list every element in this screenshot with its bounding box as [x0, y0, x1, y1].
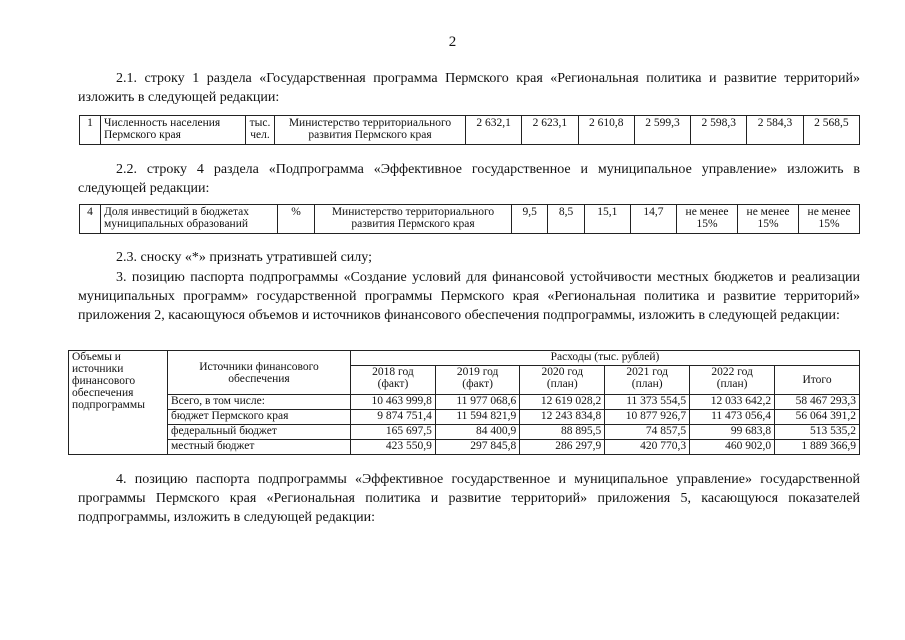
table-cell: 99 683,8 — [690, 425, 775, 440]
value-cell: 8,5 — [548, 205, 584, 234]
value-cell: 2 632,1 — [466, 116, 522, 145]
total-header: Итого — [775, 366, 860, 395]
row-number: 1 — [80, 116, 101, 145]
table-cell: 88 895,5 — [520, 425, 605, 440]
value-cell: 15,1 — [584, 205, 630, 234]
table-cell: 297 845,8 — [435, 440, 519, 455]
table-cell: 56 064 391,2 — [775, 410, 860, 425]
paragraph-2-1: 2.1. строку 1 раздела «Государственная программа Пермского края «Региональная политика и развитие территорий» изложить в следующей редакции: — [78, 71, 860, 105]
indicator-name: Доля инвестиций в бюджетах муниципальных образований — [101, 205, 278, 234]
table-cell: 9 874 751,4 — [351, 410, 436, 425]
financing-row-header: Объемы и источники финансового обеспечения подпрограммы — [69, 351, 168, 455]
table-cell: 11 594 821,9 — [435, 410, 519, 425]
table-cell: 12 243 834,8 — [520, 410, 605, 425]
paragraph-4: 4. позицию паспорта подпрограммы «Эффективное государственное и муниципальное управление» государственной программы Пермского края «Региональная политика и развитие территорий» приложения 5, касающуюся показателей подпрограммы, изложить в следующей редакции: — [78, 472, 860, 525]
year-header: 2021 год (план) — [605, 366, 690, 395]
table-header-row — [69, 351, 860, 366]
table-cell: 10 463 999,8 — [351, 395, 436, 410]
table-cell: 11 977 068,6 — [435, 395, 519, 410]
year-header: 2018 год (факт) — [351, 366, 436, 395]
value-cell: 2 623,1 — [522, 116, 578, 145]
value-cell: не менее 15% — [799, 205, 860, 234]
year-header: 2020 год (план) — [520, 366, 605, 395]
table-cell: 165 697,5 — [351, 425, 436, 440]
table-cell: 11 373 554,5 — [605, 395, 690, 410]
paragraph-2-3: 2.3. сноску «*» признать утратившей силу; — [116, 250, 372, 265]
unit: % — [278, 205, 315, 234]
indicator-name: Численность населения Пермского края — [101, 116, 246, 145]
value-cell: 2 599,3 — [634, 116, 690, 145]
table-row — [69, 395, 860, 410]
value-cell: 2 568,5 — [803, 116, 859, 145]
table-cell: 12 619 028,2 — [520, 395, 605, 410]
sources-header: Источники финансового обеспечения — [168, 351, 351, 395]
table-cell: 420 770,3 — [605, 440, 690, 455]
value-cell: не менее 15% — [677, 205, 738, 234]
unit: тыс. чел. — [246, 116, 275, 145]
table-row — [69, 425, 860, 440]
expenses-header: Расходы (тыс. рублей) — [351, 351, 860, 366]
value-cell: 2 610,8 — [578, 116, 634, 145]
table-cell: 286 297,9 — [520, 440, 605, 455]
paragraph-2-2: 2.2. строку 4 раздела «Подпрограмма «Эффективное государственное и муниципальное управление» изложить в следующей редакции: — [78, 162, 860, 196]
table-cell: 460 902,0 — [690, 440, 775, 455]
value-cell: 9,5 — [512, 205, 548, 234]
row-number: 4 — [80, 205, 101, 234]
table-cell: 423 550,9 — [351, 440, 436, 455]
value-cell: 14,7 — [630, 205, 676, 234]
table-row-4 — [79, 204, 860, 234]
table-cell: 513 535,2 — [775, 425, 860, 440]
source-label: Всего, в том числе: — [168, 395, 351, 410]
value-cell: 2 598,3 — [691, 116, 747, 145]
table-row-1 — [79, 115, 860, 145]
year-header: 2019 год (факт) — [435, 366, 519, 395]
table-row — [69, 440, 860, 455]
source-label: федеральный бюджет — [168, 425, 351, 440]
table-cell: 11 473 056,4 — [690, 410, 775, 425]
financing-table — [68, 350, 860, 455]
table-row — [80, 116, 860, 145]
table-cell: 1 889 366,9 — [775, 440, 860, 455]
table-cell: 58 467 293,3 — [775, 395, 860, 410]
value-cell: 2 584,3 — [747, 116, 803, 145]
paragraph-3: 3. позицию паспорта подпрограммы «Создание условий для финансовой устойчивости местных бюджетов и реализации муниципальных программ» государственной программы Пермского края «Региональная политика и развитие территорий» приложения 2, касающуюся объемов и источников финансового обеспечения подпрограммы, изложить в следующей редакции: — [78, 270, 860, 323]
table-row — [69, 410, 860, 425]
ministry: Министерство территориального развития Пермского края — [315, 205, 512, 234]
table-cell: 10 877 926,7 — [605, 410, 690, 425]
source-label: бюджет Пермского края — [168, 410, 351, 425]
table-cell: 12 033 642,2 — [690, 395, 775, 410]
ministry: Министерство территориального развития Пермского края — [275, 116, 466, 145]
table-cell: 84 400,9 — [435, 425, 519, 440]
page-number: 2 — [448, 34, 457, 50]
source-label: местный бюджет — [168, 440, 351, 455]
table-cell: 74 857,5 — [605, 425, 690, 440]
value-cell: не менее 15% — [738, 205, 799, 234]
year-header: 2022 год (план) — [690, 366, 775, 395]
table-row — [80, 205, 860, 234]
